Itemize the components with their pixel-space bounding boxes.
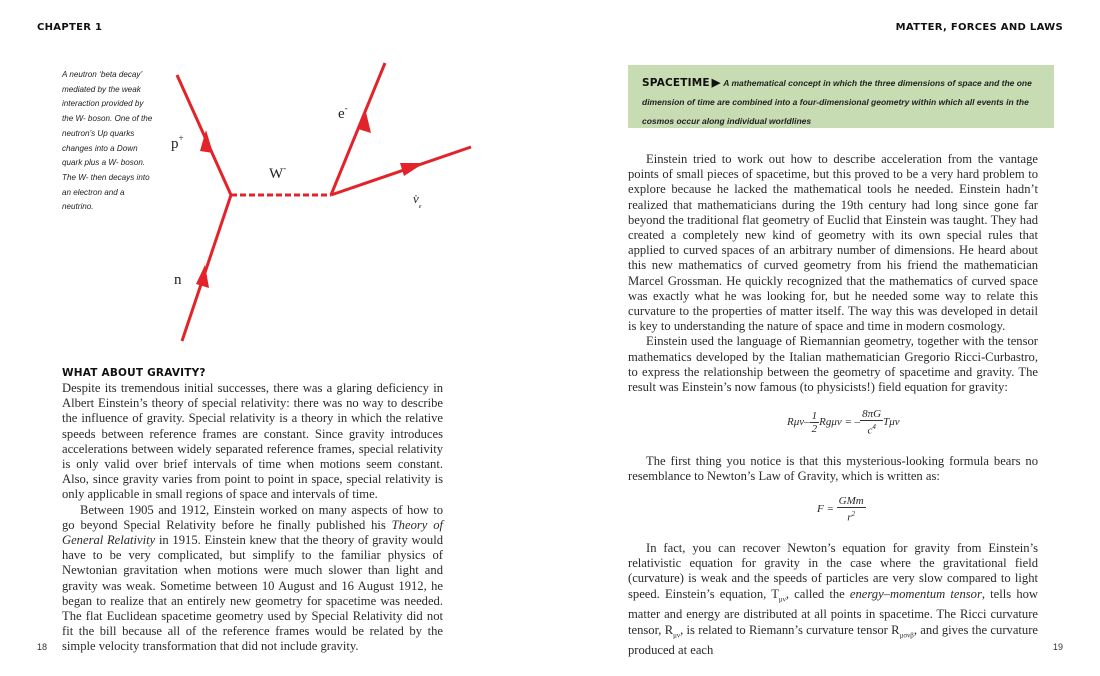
neutrino-line — [331, 147, 471, 195]
spacetime-definition-box — [628, 65, 1054, 128]
right-body-text-middle — [628, 454, 1038, 484]
triangle-arrow-icon: ▶ — [711, 77, 721, 89]
neutrino-arrow — [400, 163, 424, 176]
left-paragraph-2: Between 1905 and 1912, Einstein worked on many aspects of how to go beyond Special Relativity before he finally published his Theory of General Relativity in 1915. Einstein knew that the theory of gravity would have to be very complicated, but simplify to the familiar physics of Newtonian gravitation when motions were much slower than light and gravity was weak. Sometime between 10 August and 16 August 1912, he began to realize that an entirely new geometry for spacetime was needed. The flat Euclidean spacetime geometry used by Special Relativity did not fit the bill because all of the reference frames would be related by the simple velocity transformation that did not include gravity. — [62, 502, 443, 654]
right-paragraph-3: The first thing you notice is that this mysterious-looking formula bears no resemblance to Newton’s Law of Gravity, which is written as: — [628, 454, 1038, 484]
w-boson-label: W- — [269, 163, 287, 182]
right-paragraph-2: Einstein used the language of Riemannian geometry, together with the tensor mathematics developed by the Italian mathematician Gregorio Ricci-Curbastro, to express the relationship between the geometry of spacetime and gravity. The result was Einstein’s now famous (to physicists!) field equation for gravity: — [628, 334, 1038, 395]
proton-line — [177, 75, 231, 195]
right-body-text-bottom — [628, 541, 1038, 658]
chapter-header: CHAPTER 1 — [37, 22, 103, 33]
right-paragraph-1: Einstein tried to work out how to describe acceleration from the vantage points of small pieces of spacetime, but this proved to be a very hard problem to explore because he lacked the mathematical tools he needed. Einstein hadn’t realized that mathematicians during the 19th century had long since gone far beyond the traditional flat geometry of Euclid that Einstein was taught. They had created a completely new kind of geometry with its own special rules that applied to curved spaces of an arbitrary number of dimensions. He heard about this new mathematics of curved geometry from his friend the mathematician Marcel Grossman. He quickly recognized that the mathematics of curved space was exactly what he was looking for, but he needed some way to relate this curvature to the properties of matter itself. The way this was developed in detail is key to understanding the nature of space and time in modern cosmology. — [628, 152, 1038, 334]
diagram-caption: A neutron ‘beta decay’ mediated by the weak interaction provided by the W- boson. One of the neutron’s Up quarks changes into a Down quark plus a W- boson. The W- then decays into an electron and a neutrino. — [62, 70, 153, 212]
page-number-left: 18 — [37, 642, 48, 652]
neutron-label: n — [174, 272, 182, 288]
callout-term: SPACETIME — [642, 77, 710, 89]
electron-label: e- — [338, 103, 348, 122]
newton-gravity-equation: F = $\frac{\text{GMm}}{r^2}$ — [817, 495, 864, 524]
left-paragraph-1: Despite its tremendous initial successes, there was a glaring deficiency in Albert Einstein’s theory of special relativity: there was no way to describe the influence of gravity. Special relativity is a theory in which the relative speeds between reference frames are constant. Since gravity introduces accelerations between widely separated reference frames, special relativity is only valid over brief intervals of time when motions seem constant. Also, since gravity varies from point to point in space, special relativity is only applicable in small regions of space and intervals of time. — [62, 381, 443, 502]
page-number-right: 19 — [1052, 642, 1063, 652]
left-body-text — [62, 381, 443, 655]
right-body-text-top — [628, 152, 1038, 395]
neutrino-label: $v̇_e$ — [413, 191, 422, 210]
einstein-field-equation: Rμν– $\frac{1}{2}$ Rgμν = – $\frac{8\pi G}{c^4}$ Tμν — [787, 408, 900, 437]
proton-label: p+ — [171, 133, 184, 152]
section-header: MATTER, FORCES AND LAWS — [895, 22, 1063, 33]
callout-definition: A mathematical concept in which the three dimensions of space and the one dimension of time are combined into a four-dimensional geometry within which all events in the cosmos occur along individual worldlines — [642, 78, 1032, 126]
section-heading: WHAT ABOUT GRAVITY? — [62, 367, 206, 379]
neutron-line — [182, 195, 231, 341]
right-paragraph-4: In fact, you can recover Newton’s equation for gravity from Einstein’s relativistic equation for gravity in the case where the gravitational field (curvature) is weak and the speeds of particles are very slow compared to light speed. Einstein’s equation, $T_{\mu\nu}$, called the energy–momentum tensor, tells how matter and energy are distributed at all points in spacetime. The Ricci curvature tensor, $R_{\mu\nu}$, is related to Riemann’s curvature tensor $R_{\mu\sigma\nu\beta}$, and gives the curvature produced at each — [628, 541, 1039, 658]
beta-decay-diagram — [155, 55, 485, 345]
